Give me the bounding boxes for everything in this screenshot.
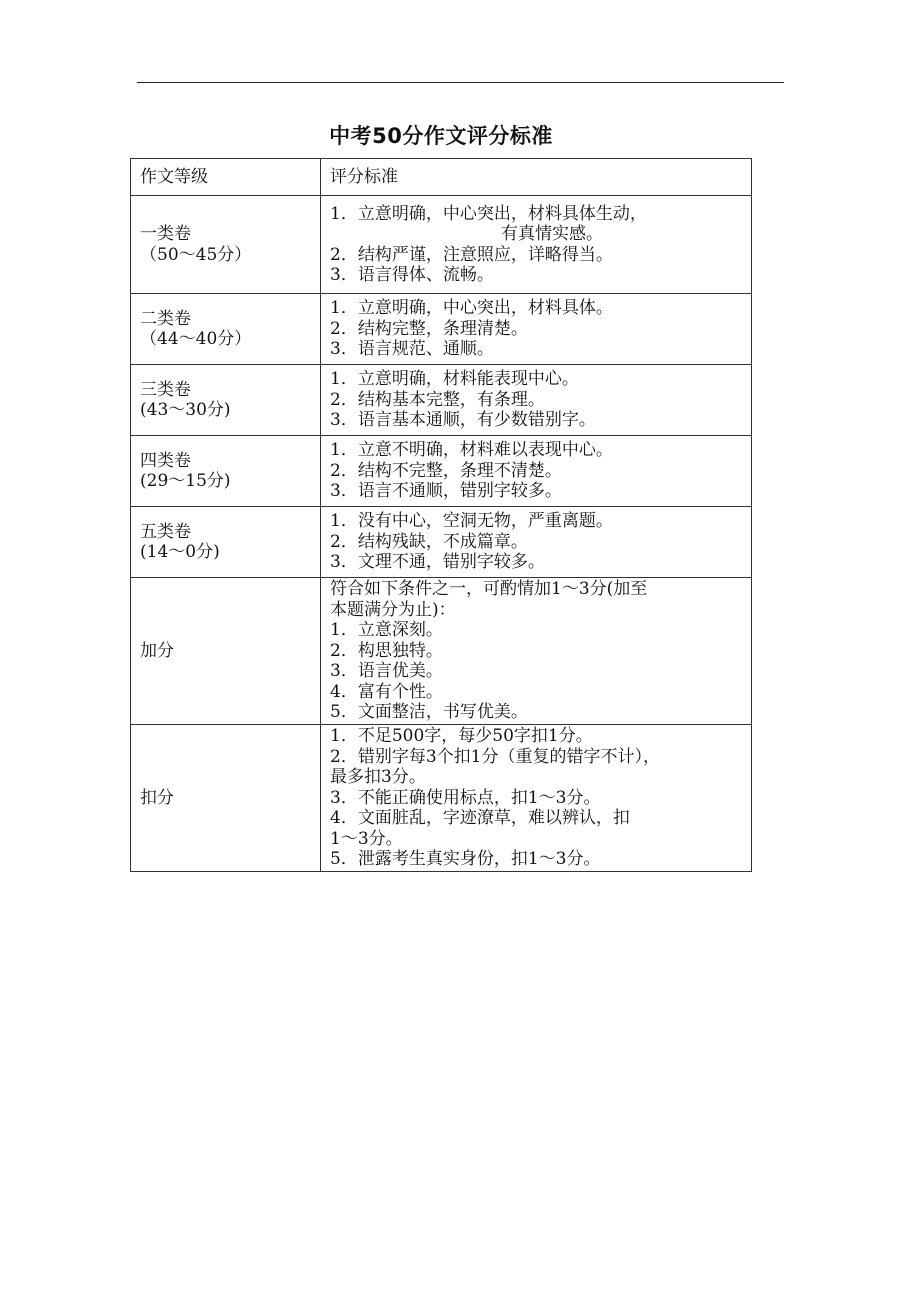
document-title: 中考50分作文评分标准 <box>329 124 553 148</box>
grade-range: (14～0分) <box>140 542 220 562</box>
criteria-item: 符合如下条件之一，可酌情加1～3分(加至 <box>330 579 648 600</box>
criteria-item: 1～3分。 <box>330 828 403 849</box>
table-row <box>131 578 752 725</box>
table-row <box>131 294 752 365</box>
criteria-cell <box>321 578 752 725</box>
grade-cell <box>131 725 321 872</box>
criteria-item: 2．结构完整，条理清楚。 <box>330 318 528 339</box>
criteria-item: 1．立意明确，材料能表现中心。 <box>330 369 579 390</box>
grade-name: 四类卷 <box>140 450 191 471</box>
table-row <box>131 725 752 872</box>
table-row <box>131 365 752 436</box>
criteria-item: 3．语言优美。 <box>330 661 443 682</box>
criteria-item: 5．文面整洁，书写优美。 <box>330 702 528 723</box>
grade-cell <box>131 436 321 507</box>
scoring-table <box>130 158 752 872</box>
criteria-item: 4．文面脏乱，字迹潦草，难以辨认，扣 <box>330 808 630 829</box>
grade-name: 二类卷 <box>140 308 191 329</box>
criteria-item: 4．富有个性。 <box>330 681 443 702</box>
criteria-item: 2．结构不完整，条理不清楚。 <box>330 460 562 481</box>
criteria-cell <box>321 196 752 294</box>
criteria-item: 3．语言基本通顺，有少数错别字。 <box>330 410 596 431</box>
grade-range: （50～45分） <box>140 244 252 265</box>
table-header-row <box>131 159 752 196</box>
criteria-item: 3．语言不通顺，错别字较多。 <box>330 481 562 502</box>
grade-cell <box>131 365 321 436</box>
grade-cell <box>131 507 321 578</box>
criteria-item: 1．没有中心，空洞无物，严重离题。 <box>330 511 613 532</box>
grade-name: 五类卷 <box>140 521 191 542</box>
grade-cell <box>131 294 321 365</box>
criteria-item: 1．立意明确，中心突出，材料具体生动， <box>330 203 647 224</box>
criteria-cell <box>321 294 752 365</box>
criteria-item: 2．结构残缺，不成篇章。 <box>330 531 528 552</box>
criteria-item: 3．文理不通，错别字较多。 <box>330 552 545 573</box>
grade-name: 一类卷 <box>140 224 191 244</box>
criteria-item: 1．立意不明确，材料难以表现中心。 <box>330 440 613 461</box>
criteria-item: 5．泄露考生真实身份，扣1～3分。 <box>330 849 601 870</box>
table-row <box>131 196 752 294</box>
criteria-item: 本题满分为止)： <box>330 599 456 620</box>
criteria-item: 2．结构严谨，注意照应，详略得当。 <box>330 244 613 265</box>
criteria-item: 有真情实感。 <box>501 224 603 244</box>
grade-cell <box>131 196 321 294</box>
grade-name: 扣分 <box>140 787 174 808</box>
criteria-item: 最多扣3分。 <box>330 767 426 788</box>
grade-range: （44～40分） <box>140 329 252 349</box>
criteria-item: 1．立意深刻。 <box>330 620 443 641</box>
grade-range: (43～30分) <box>140 400 231 420</box>
grade-cell <box>131 578 321 725</box>
criteria-item: 1．立意明确，中心突出，材料具体。 <box>330 298 613 319</box>
grade-name: 三类卷 <box>140 379 191 400</box>
header-criteria: 评分标准 <box>321 159 752 196</box>
criteria-item: 2．构思独特。 <box>330 640 443 661</box>
grade-range: (29～15分) <box>140 471 231 491</box>
criteria-item: 3．语言规范、通顺。 <box>330 339 494 360</box>
header-rule <box>137 82 784 83</box>
criteria-item: 3．不能正确使用标点，扣1～3分。 <box>330 787 601 808</box>
header-grade: 作文等级 <box>131 159 321 196</box>
criteria-item: 3．语言得体、流畅。 <box>330 265 494 285</box>
criteria-item: 2．结构基本完整，有条理。 <box>330 389 545 410</box>
criteria-item: 1．不足500字，每少50字扣1分。 <box>330 726 593 747</box>
criteria-item: 2．错别字每3个扣1分（重复的错字不计）， <box>330 746 660 767</box>
table-row <box>131 436 752 507</box>
criteria-cell <box>321 725 752 872</box>
criteria-cell <box>321 507 752 578</box>
criteria-cell <box>321 436 752 507</box>
grade-name: 加分 <box>140 640 174 661</box>
criteria-cell <box>321 365 752 436</box>
table-row <box>131 507 752 578</box>
